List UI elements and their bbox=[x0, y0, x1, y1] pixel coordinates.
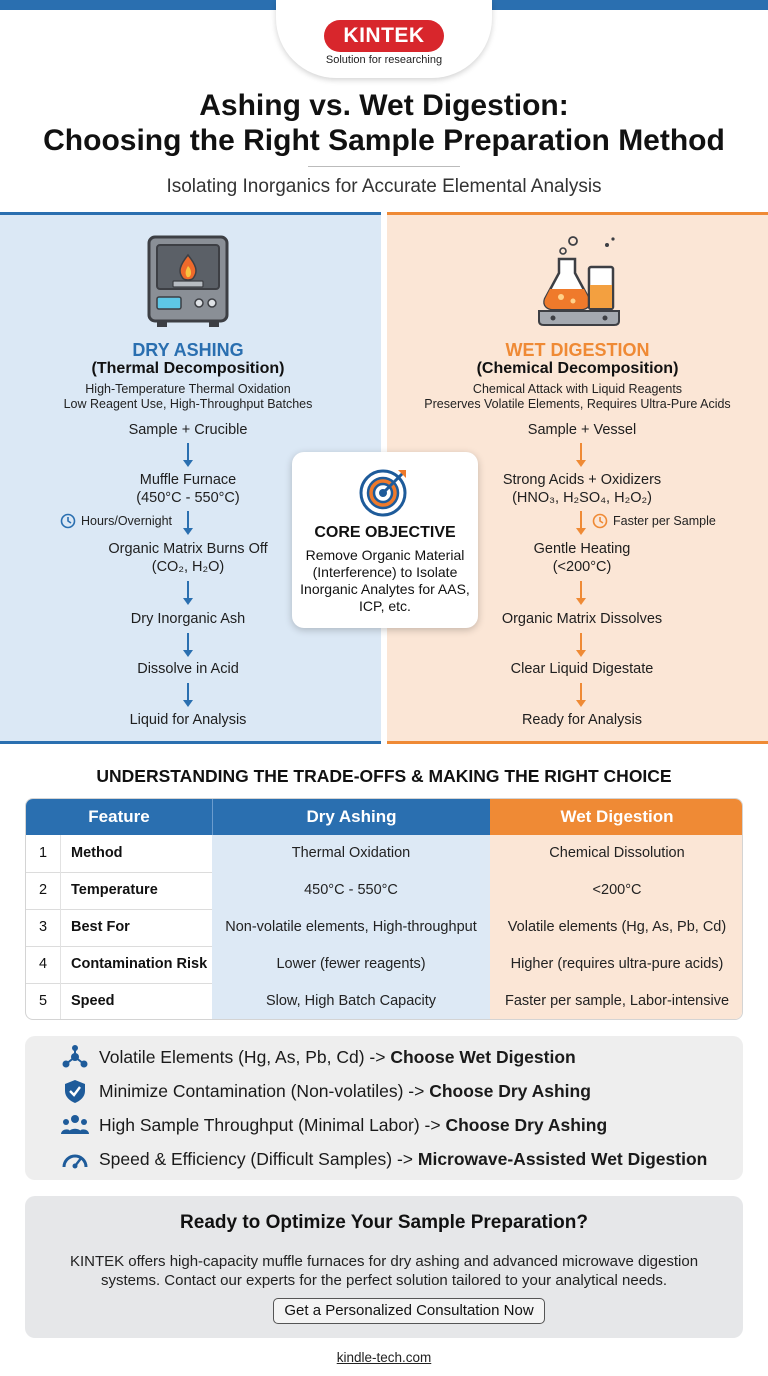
page-subtitle: Isolating Inorganics for Accurate Elemental Analysis bbox=[166, 176, 602, 197]
dry-time-note-label: Hours/Overnight bbox=[81, 514, 173, 528]
row-dry-value: Non-volatile elements, High-throughput bbox=[212, 909, 490, 946]
row-feature: Best For bbox=[60, 909, 212, 946]
decision-row bbox=[61, 1145, 707, 1173]
dry-step-burn-products: (CO₂, H₂O) bbox=[151, 559, 225, 575]
brand-tagline: Solution for researching bbox=[325, 54, 443, 66]
header-band-left bbox=[0, 0, 300, 10]
wet-step-acids: Strong Acids + Oxidizers bbox=[502, 472, 662, 488]
row-feature: Temperature bbox=[60, 872, 212, 909]
dry-step-liquid: Liquid for Analysis bbox=[129, 712, 247, 728]
row-wet-value: Faster per sample, Labor-intensive bbox=[490, 983, 743, 1020]
page-title-line1: Ashing vs. Wet Digestion: bbox=[199, 89, 569, 122]
decision-choice: Choose Dry Ashing bbox=[445, 1114, 608, 1135]
row-dry-value: Slow, High Batch Capacity bbox=[212, 983, 490, 1020]
speedometer-icon bbox=[61, 1146, 89, 1172]
row-number: 4 bbox=[38, 956, 48, 972]
brand-logo[interactable]: KINTEK bbox=[324, 20, 444, 52]
row-feature: Contamination Risk bbox=[60, 946, 212, 983]
decision-row bbox=[61, 1111, 607, 1139]
footer-link[interactable]: kindle-tech.com bbox=[336, 1350, 432, 1365]
row-wet-value: <200°C bbox=[490, 872, 743, 909]
cta-title: Ready to Optimize Your Sample Preparation? bbox=[180, 1212, 588, 1233]
row-feature: Speed bbox=[60, 983, 212, 1020]
wet-flow-arrow bbox=[580, 633, 582, 655]
dry-flow-arrow bbox=[187, 443, 189, 465]
wet-step-sample: Sample + Vessel bbox=[527, 422, 637, 438]
molecule-icon bbox=[61, 1044, 89, 1070]
dry-flow-arrow bbox=[187, 633, 189, 655]
dry-ashing-subtitle: (Thermal Decomposition) bbox=[91, 360, 285, 377]
dry-time-note bbox=[60, 513, 172, 529]
row-number: 5 bbox=[38, 993, 48, 1009]
row-dry-value: 450°C - 550°C bbox=[212, 872, 490, 909]
row-dry-value: Lower (fewer reagents) bbox=[212, 946, 490, 983]
wet-flow-arrow bbox=[580, 443, 582, 465]
wet-flow-arrow bbox=[580, 683, 582, 705]
core-objective-text: Remove Organic Material (Interference) to Isolate Inorganic Analytes for AAS, ICP, etc. bbox=[300, 547, 470, 614]
wet-step-heating-temp: (<200°C) bbox=[552, 559, 612, 575]
wet-step-acids-list: (HNO₃, H₂SO₄, H₂O₂) bbox=[512, 490, 652, 506]
decision-choice: Microwave-Assisted Wet Digestion bbox=[417, 1148, 708, 1169]
core-objective-title: CORE OBJECTIVE bbox=[314, 524, 456, 541]
clock-icon bbox=[592, 513, 608, 529]
row-number: 2 bbox=[38, 882, 48, 898]
muffle-furnace-icon bbox=[147, 235, 229, 329]
lab-flask-icon bbox=[533, 233, 625, 329]
wet-digestion-desc-1: Chemical Attack with Liquid Reagents bbox=[472, 382, 683, 396]
dry-step-sample: Sample + Crucible bbox=[128, 422, 248, 438]
decision-condition: Volatile Elements (Hg, As, Pb, Cd) -> bbox=[99, 1046, 391, 1067]
wet-digestion-desc-2: Preserves Volatile Elements, Requires Ultra-Pure Acids bbox=[424, 397, 731, 411]
consultation-button[interactable]: Get a Personalized Consultation Now bbox=[273, 1298, 545, 1324]
row-wet-value: Volatile elements (Hg, As, Pb, Cd) bbox=[490, 909, 743, 946]
decision-choice: Choose Dry Ashing bbox=[429, 1080, 591, 1101]
row-wet-value: Higher (requires ultra-pure acids) bbox=[490, 946, 743, 983]
decision-row bbox=[61, 1077, 591, 1105]
page-title-line2: Choosing the Right Sample Preparation Method bbox=[43, 124, 725, 157]
row-wet-value: Chemical Dissolution bbox=[490, 835, 743, 872]
clock-icon bbox=[60, 513, 76, 529]
row-number: 1 bbox=[38, 845, 48, 861]
dry-flow-arrow bbox=[187, 511, 189, 533]
wet-step-heating: Gentle Heating bbox=[533, 541, 631, 557]
tradeoffs-heading: UNDERSTANDING THE TRADE-OFFS & MAKING THE RIGHT CHOICE bbox=[96, 766, 672, 786]
dry-ashing-desc-1: High-Temperature Thermal Oxidation bbox=[85, 382, 291, 396]
dry-flow-arrow bbox=[187, 581, 189, 603]
decision-row bbox=[61, 1043, 576, 1071]
header-wet-digestion: Wet Digestion bbox=[490, 799, 743, 835]
dry-step-ash: Dry Inorganic Ash bbox=[130, 611, 246, 627]
dry-ashing-desc-2: Low Reagent Use, High-Throughput Batches bbox=[63, 397, 313, 411]
wet-flow-arrow bbox=[580, 511, 582, 533]
row-feature: Method bbox=[60, 835, 212, 872]
tradeoffs-table bbox=[25, 798, 743, 1020]
shield-check-icon bbox=[61, 1078, 89, 1104]
decision-condition: Minimize Contamination (Non-volatiles) -> bbox=[99, 1080, 430, 1101]
wet-step-digestate: Clear Liquid Digestate bbox=[510, 661, 654, 677]
target-icon bbox=[358, 464, 412, 518]
wet-speed-note-label: Faster per Sample bbox=[613, 514, 716, 528]
dry-flow-arrow bbox=[187, 683, 189, 705]
row-number: 3 bbox=[38, 919, 48, 935]
core-objective-card bbox=[292, 452, 478, 628]
dry-step-burn: Organic Matrix Burns Off bbox=[108, 541, 268, 557]
wet-flow-arrow bbox=[580, 581, 582, 603]
wet-digestion-subtitle: (Chemical Decomposition) bbox=[476, 360, 679, 377]
dry-step-furnace: Muffle Furnace bbox=[139, 472, 237, 488]
wet-digestion-title: WET DIGESTION bbox=[505, 340, 650, 360]
row-dry-value: Thermal Oxidation bbox=[212, 835, 490, 872]
cta-text: KINTEK offers high-capacity muffle furnaces for dry ashing and advanced microwave digestion systems. Contact our experts for the perfect solution tailored to your analytical needs. bbox=[69, 1253, 699, 1289]
decision-condition: High Sample Throughput (Minimal Labor) -> bbox=[99, 1114, 446, 1135]
wet-step-dissolves: Organic Matrix Dissolves bbox=[501, 611, 663, 627]
cta-box bbox=[25, 1196, 743, 1338]
title-divider bbox=[308, 166, 460, 167]
wet-speed-note bbox=[592, 513, 716, 529]
header-feature: Feature bbox=[26, 799, 212, 835]
people-icon bbox=[61, 1112, 89, 1138]
header-dry-ashing: Dry Ashing bbox=[212, 799, 490, 835]
wet-step-ready: Ready for Analysis bbox=[521, 712, 643, 728]
decision-condition: Speed & Efficiency (Difficult Samples) -> bbox=[99, 1148, 418, 1169]
dry-step-furnace-temp: (450°C - 550°C) bbox=[136, 490, 240, 506]
decision-choice: Choose Wet Digestion bbox=[390, 1046, 576, 1067]
dry-ashing-title: DRY ASHING bbox=[132, 340, 244, 360]
dry-step-dissolve: Dissolve in Acid bbox=[137, 661, 239, 677]
header-band-right bbox=[468, 0, 768, 10]
page-title bbox=[0, 88, 768, 158]
decision-guide bbox=[25, 1036, 743, 1180]
